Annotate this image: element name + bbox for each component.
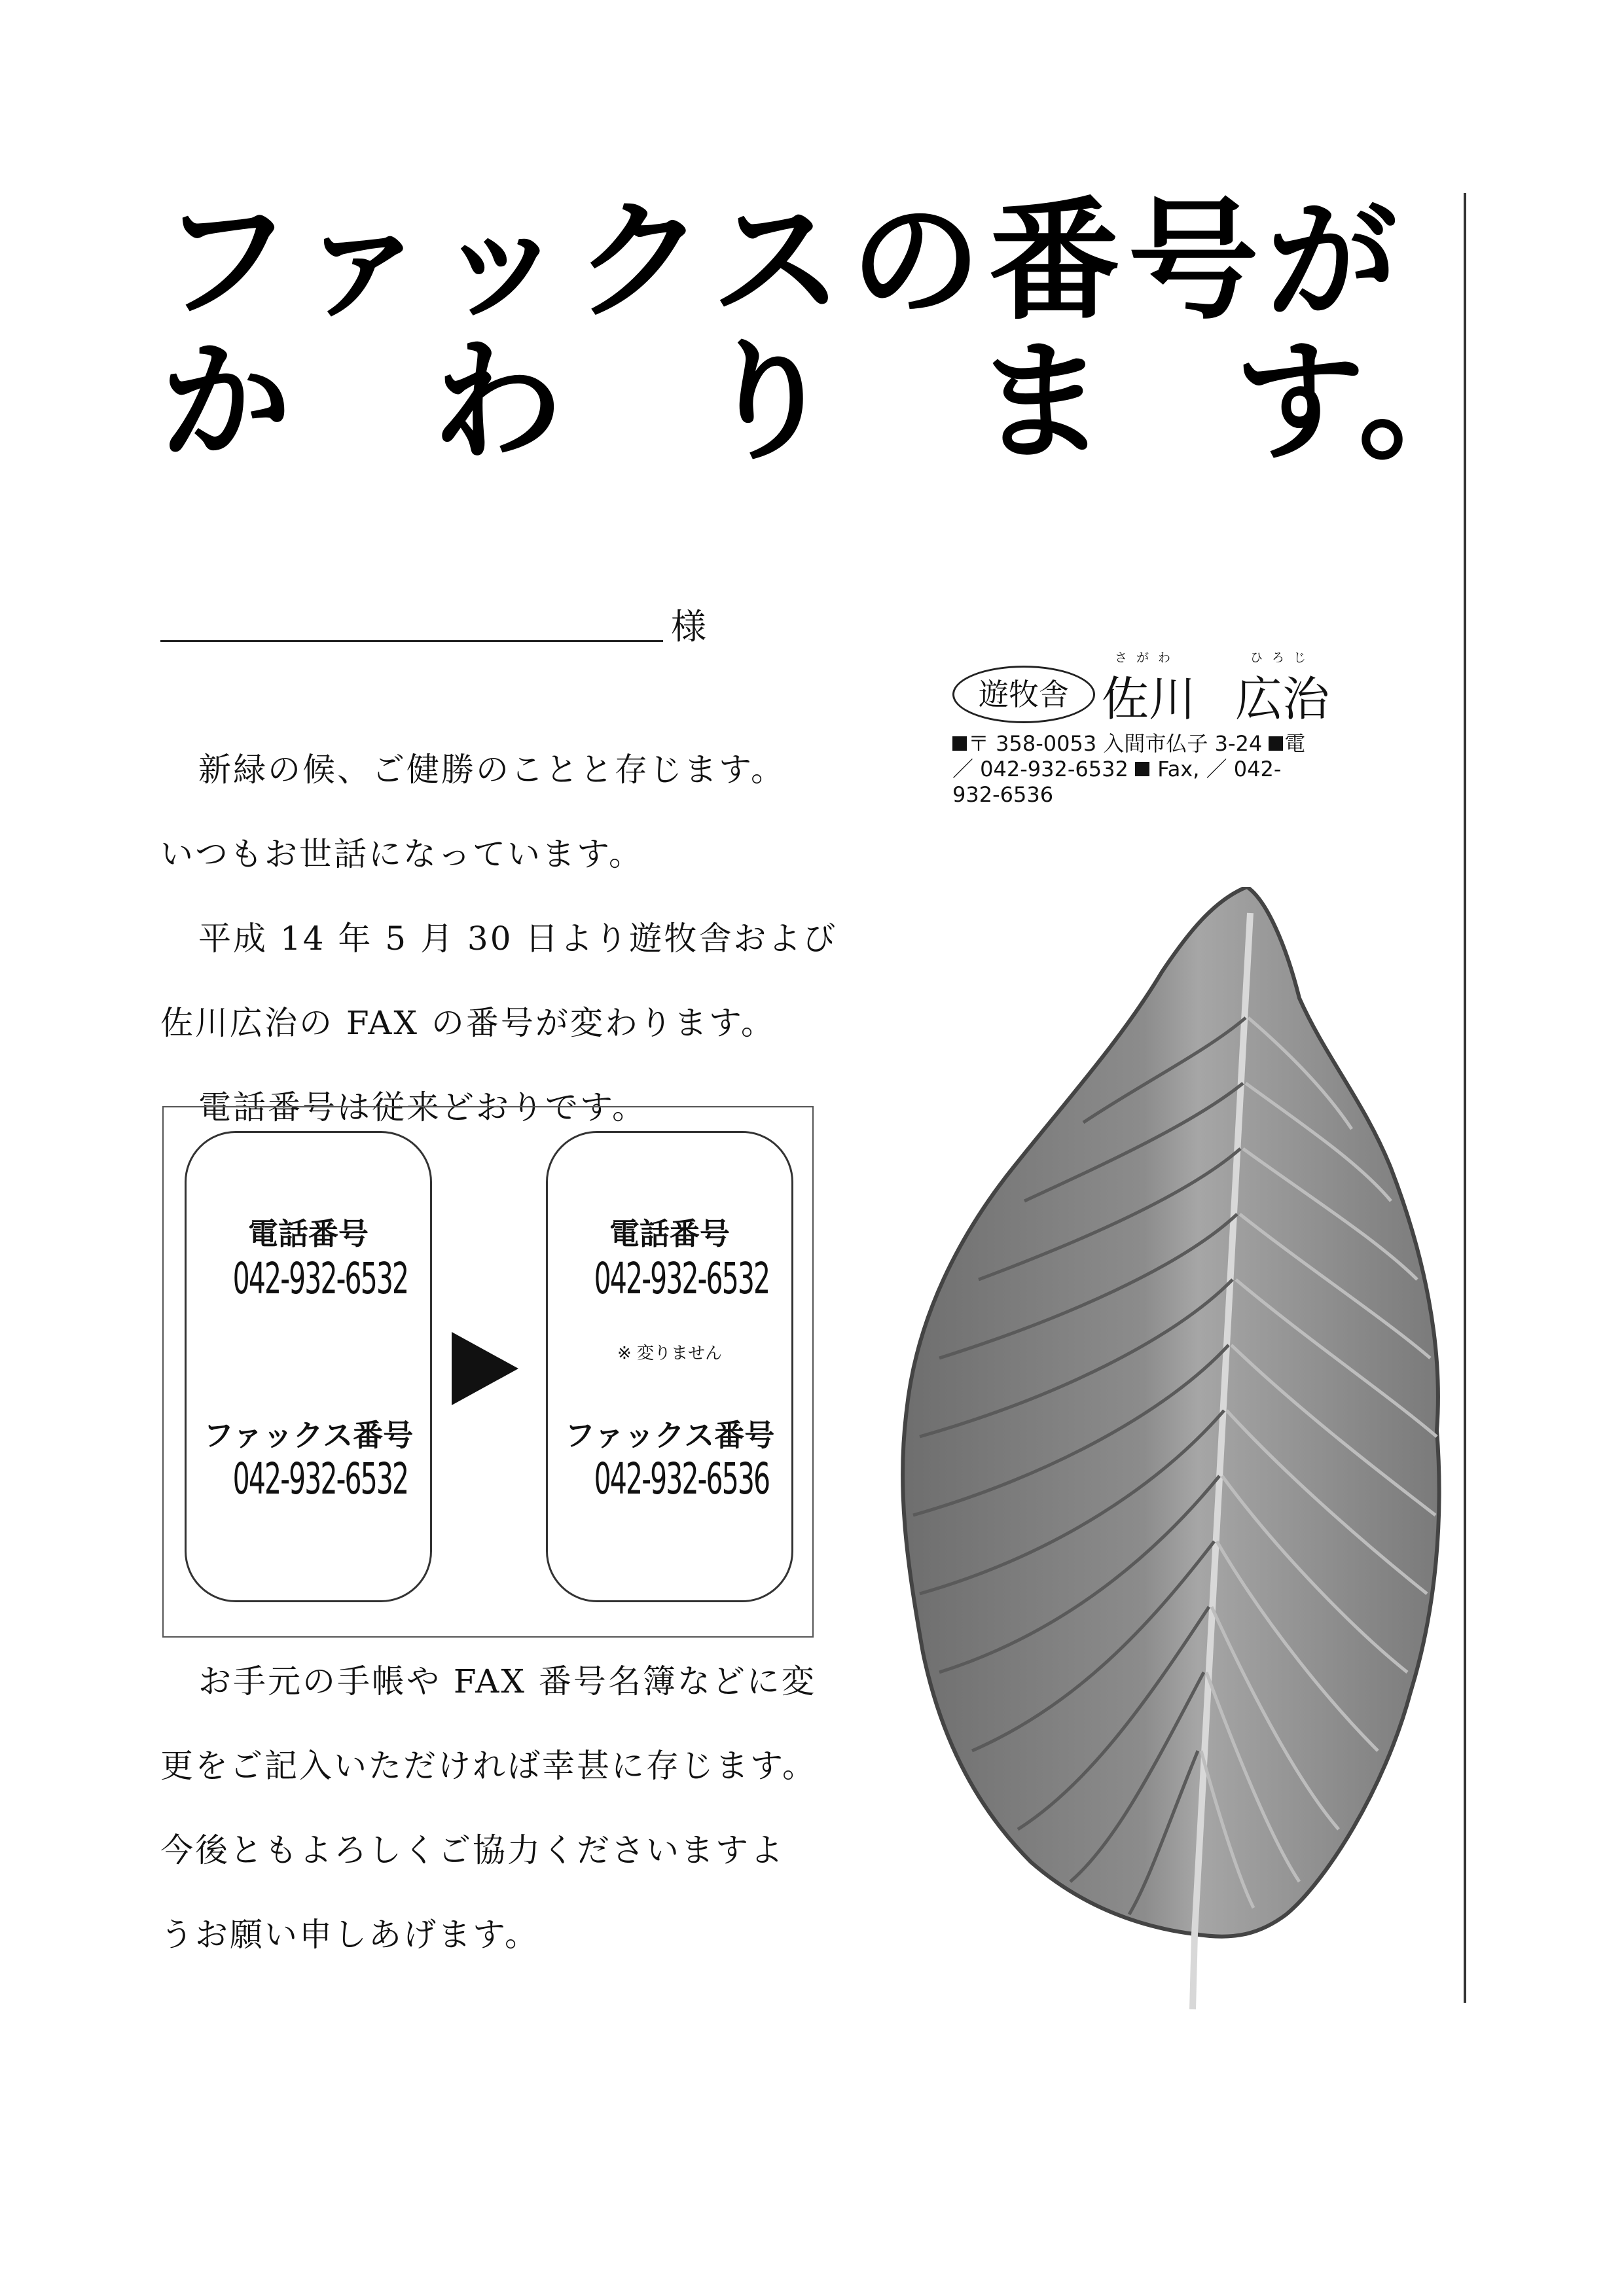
- headline-line-1: ファックスの番号が: [160, 185, 1406, 338]
- addressee-blank-line: [160, 640, 663, 642]
- body-line: 新緑の候、ご健勝のことと存じます。: [198, 751, 785, 789]
- phone-number: 042-932-6532: [594, 1253, 770, 1304]
- given-name: 広治: [1235, 672, 1330, 726]
- fax-suffix: 932-6536: [952, 782, 1054, 807]
- headline-char: か: [160, 326, 292, 478]
- body-line: 更をご記入いただければ幸甚に存じます。: [160, 1747, 817, 1785]
- body-line: お手元の手帳や FAX 番号名簿などに変: [198, 1662, 816, 1700]
- contact-info: [952, 731, 1352, 808]
- body-line: 電話番号は従来どおりです。: [198, 1088, 647, 1126]
- body-line: 平成 14 年 5 月 30 日より遊牧舎および: [198, 920, 838, 958]
- phone-label: 電話番号: [248, 1216, 369, 1251]
- headline-char: わ: [432, 326, 564, 478]
- bullet-square-icon: [1135, 762, 1149, 776]
- org-logo: 遊牧舎: [952, 666, 1095, 723]
- arrow-right-icon: [452, 1332, 518, 1405]
- headline-char: ま: [975, 326, 1107, 478]
- surname-reading: さがわ: [1115, 651, 1180, 665]
- sender-name: [1102, 661, 1329, 729]
- phone-number: 042-932-6532: [232, 1253, 408, 1304]
- closing-paragraph: [160, 1640, 828, 1977]
- fax-label: Fax,: [1157, 757, 1200, 781]
- fax-label: ファックス番号: [564, 1418, 775, 1453]
- leaf-photo: [867, 887, 1456, 2013]
- body-line: いつもお世話になっています。: [160, 835, 643, 873]
- headline-char: す: [1234, 326, 1365, 478]
- fax-label: ファックス番号: [203, 1418, 414, 1453]
- addressee-honorific: 様: [671, 606, 706, 647]
- body-line: 今後ともよろしくご協力くださいますよ: [160, 1831, 785, 1869]
- body-line: うお願い申しあげます。: [160, 1916, 539, 1954]
- fax-prefix: ／ 042-: [1206, 757, 1282, 781]
- greeting-paragraph: [160, 728, 838, 1150]
- phone-label: 電: [1284, 731, 1306, 756]
- given-name-reading: ひろじ: [1250, 651, 1316, 665]
- phone: ／ 042-932-6532: [952, 757, 1128, 781]
- number-change-diagram: [162, 1106, 814, 1638]
- surname: 佐川: [1102, 672, 1197, 726]
- fax-number: 042-932-6532: [232, 1454, 408, 1504]
- address: 〒 358-0053 入間市仏子 3-24: [968, 731, 1263, 756]
- fax-number: 042-932-6536: [594, 1454, 770, 1504]
- phone-label: 電話番号: [609, 1216, 730, 1251]
- body-line: 佐川広治の FAX の番号が変わります。: [160, 1004, 776, 1042]
- headline-char: り: [704, 326, 835, 478]
- bullet-square-icon: [1269, 736, 1283, 751]
- headline-char: 。: [1358, 326, 1490, 478]
- before-numbers-card: [185, 1131, 432, 1602]
- after-numbers-card: [546, 1131, 793, 1602]
- unchanged-note: ※ 変りません: [617, 1344, 723, 1363]
- bullet-square-icon: [952, 736, 967, 751]
